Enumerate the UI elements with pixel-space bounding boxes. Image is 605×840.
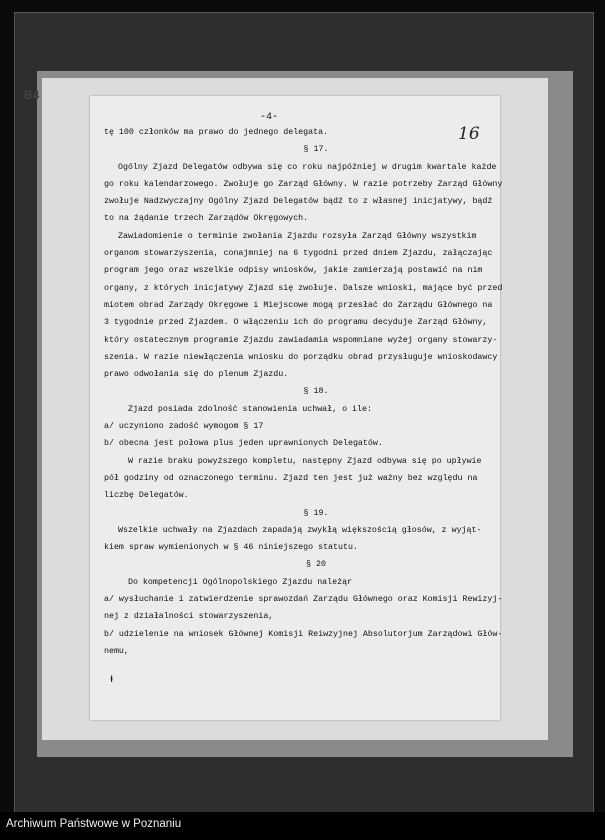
text-line: a/ wysłuchanie i zatwierdzenie sprawozdań Zarządu Głównego oraz Komisji Rewizyj- xyxy=(104,595,503,605)
text-line: to na żądanie trzech Zarządów Okręgowych. xyxy=(104,214,309,224)
text-line: prawo odwołania się do plenum Zjazdu. xyxy=(104,370,289,380)
section-heading: § 19. xyxy=(303,508,329,518)
archive-name: Archiwum Państwowe w Poznaniu xyxy=(6,818,182,830)
document-body xyxy=(104,124,506,660)
section-heading: § 18. xyxy=(303,387,329,397)
text-line: Zawiadomienie o terminie zwołania Zjazdu rozsyła Zarząd Główny wszystkim xyxy=(118,231,477,241)
text-line: miotem obrad Zarządy Okręgowe i Miejscowe mogą przesłać do Zarządu Głównego na xyxy=(104,300,493,310)
text-line: nej z działalności stowarzyszenia, xyxy=(104,612,274,622)
handwritten-page-number: 16 xyxy=(458,124,480,144)
text-line: tę 100 członków ma prawo do jednego delegata. xyxy=(104,128,329,137)
text-line: pół godziny od oznaczonego terminu. Zjazd ten jest już ważny bez względu na xyxy=(104,473,478,483)
text-line: szenia. W razie niewłączenia wniosku do porządku obrad przysługuje wnioskodawcy xyxy=(104,352,498,362)
handwritten-mark: ᵼ xyxy=(108,672,116,686)
text-line: Do kompetencji Ogólnopolskiego Zjazdu należąr xyxy=(128,577,353,587)
text-line: 3 tygodnie przed Zjazdem. O włączeniu ich do programu decyduje Zarząd Główny, xyxy=(104,318,488,328)
text-line: b/ udzielenie na wniosek Głównej Komisji Reiwzyjnej Absolutorjum Zarządowi Głów- xyxy=(104,629,503,639)
text-line: go roku kalendarzowego. Zwołuje go Zarząd Główny. W razie potrzeby Zarząd Główny xyxy=(104,179,503,189)
text-line: kiem spraw wymienionych w § 46 niniejszego statutu. xyxy=(104,543,358,553)
text-line: Wszelkie uchwały na Zjazdach zapadają zwykłą większością głosów, z wyjąt- xyxy=(118,525,482,535)
frame-marker-label: B4 xyxy=(24,88,40,102)
section-heading: § 17. xyxy=(303,145,329,155)
text-line: liczbę Delegatów. xyxy=(104,491,189,501)
text-line: nemu, xyxy=(104,646,129,656)
text-line: Ogólny Zjazd Delegatów odbywa się co roku najpóźniej w drugim kwartale każde xyxy=(118,162,497,172)
text-line: program jego oraz wszelkie odpisy wniosków, jakie zamierzają postawić na nim xyxy=(104,266,483,276)
text-line: a/ uczyniono zadość wymogom § 17 xyxy=(104,422,264,432)
text-line: który ostatecznym programie Zjazdu zawiadamia wspomniane wyżej organy stowarzy- xyxy=(104,335,498,345)
text-line: organom stowarzyszenia, conajmniej na 6 tygodni przed dniem Zjazdu, załączając xyxy=(104,249,493,259)
text-line: zwołuje Nadzwyczajny Ogólny Zjazd Delegatów bądź to z własnej inicjatywy, bądź xyxy=(104,197,493,207)
text-line: W razie braku powyższego kompletu, następny Zjazd odbywa się po upływie xyxy=(128,456,482,466)
text-line: Zjazd posiada zdolność stanowienia uchwał, o ile: xyxy=(128,404,372,414)
section-heading: § 20 xyxy=(306,560,326,570)
page-number: -4- xyxy=(260,112,279,123)
text-line: b/ obecna jest połowa plus jeden uprawnionych Delegatów. xyxy=(104,439,383,449)
text-line: organy, z których inicjatywy Zjazd się zwołuje. Dalsze wnioski, mające być przed xyxy=(104,283,503,293)
